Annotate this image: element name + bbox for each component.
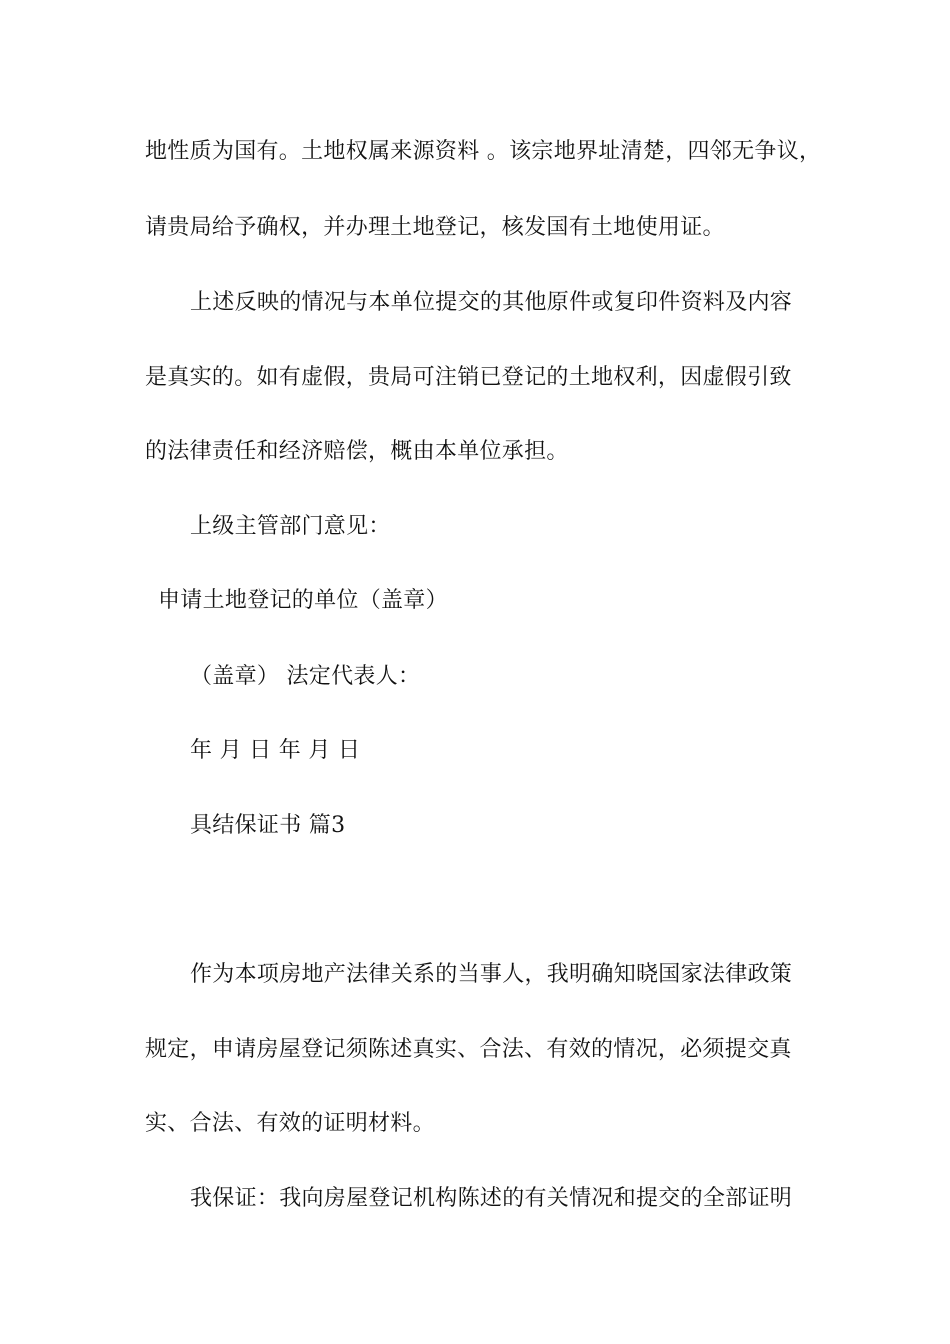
- legal-representative-label: （盖章） 法定代表人：: [190, 664, 421, 689]
- paragraph-line-2: 请贵局给予确权，并办理土地登记，核发国有土地使用证。: [145, 215, 725, 240]
- paragraph-line-4: 是真实的。如有虚假，贵局可注销已登记的土地权利，因虚假引致: [145, 365, 792, 390]
- paragraph-line-6: 作为本项房地产法律关系的当事人，我明确知晓国家法律政策: [190, 962, 793, 987]
- supervisor-opinion-label: 上级主管部门意见：: [190, 514, 391, 539]
- paragraph-line-5: 的法律责任和经济赔偿，概由本单位承担。: [145, 439, 569, 464]
- paragraph-line-8: 实、合法、有效的证明材料。: [145, 1111, 435, 1136]
- section-title: 具结保证书 篇3: [190, 813, 346, 838]
- date-fields: 年 月 日 年 月 日: [190, 738, 361, 763]
- paragraph-line-7: 规定，申请房屋登记须陈述真实、合法、有效的情况，必须提交真: [145, 1037, 792, 1062]
- paragraph-line-3: 上述反映的情况与本单位提交的其他原件或复印件资料及内容: [190, 290, 793, 315]
- applicant-unit-seal-label: 申请土地登记的单位（盖章）: [158, 588, 448, 613]
- paragraph-line-9: 我保证：我向房屋登记机构陈述的有关情况和提交的全部证明: [190, 1186, 793, 1211]
- paragraph-line-1: 地性质为国有。土地权属来源资料 。该宗地界址清楚，四邻无争议，: [145, 139, 822, 164]
